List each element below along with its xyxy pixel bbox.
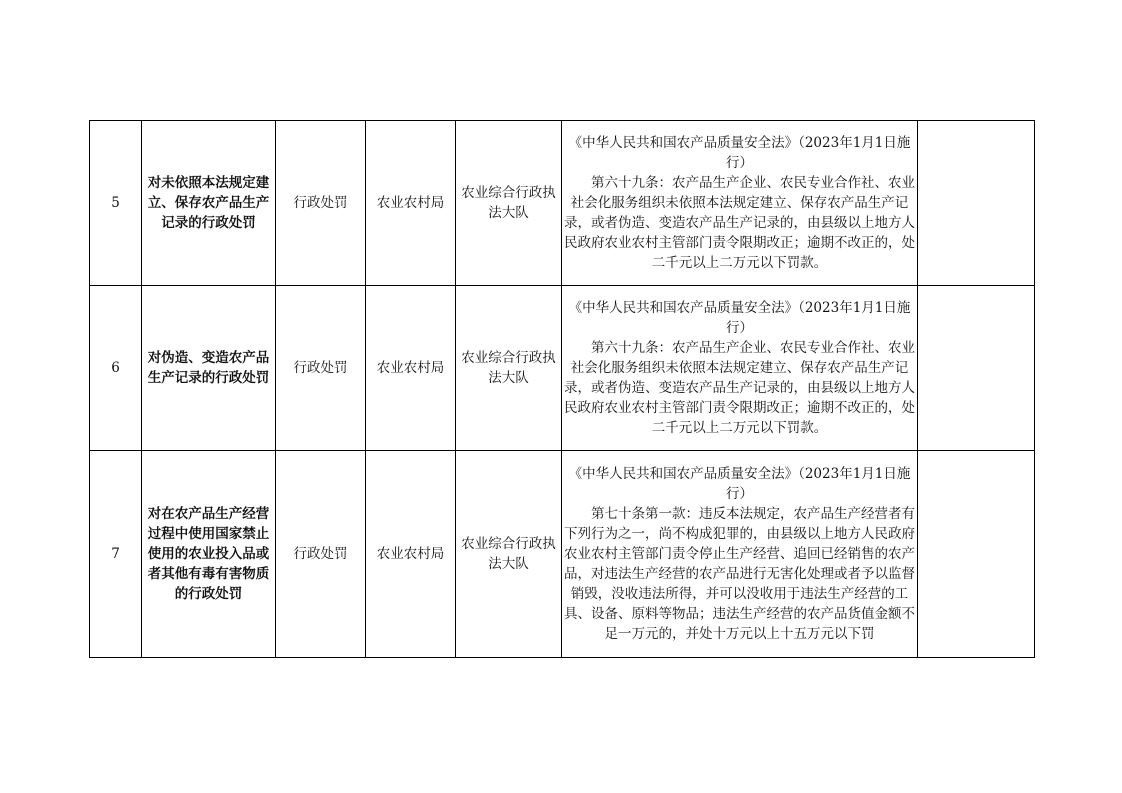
power-type: 行政处罚 [276, 451, 366, 658]
row-number: 6 [90, 286, 142, 451]
department: 农业农村局 [366, 286, 456, 451]
legal-basis [562, 121, 918, 286]
law-title: 《中华人民共和国农产品质量安全法》（2023年1月1日施行） [568, 466, 911, 502]
legal-basis [562, 451, 918, 658]
item-name: 对伪造、变造农产品生产记录的行政处罚 [142, 286, 276, 451]
law-clause: 第七十条第一款：违反本法规定，农产品生产经营者有下列行为之一，尚不构成犯罪的，由县级以上地方人民政府农业农村主管部门责令停止生产经营、追回已经销售的农产品，对违法生产经营的农产品进行无害化处理或者予以监督销毁，没收违法所得，并可以没收用于违法生产经营的工具、设备、原料等物品；违法生产经营的农产品货值金额不足一万元的，并处十万元以上十五万元以下罚 [564, 506, 915, 642]
item-name: 对未依照本法规定建立、保存农产品生产记录的行政处罚 [142, 121, 276, 286]
department: 农业农村局 [366, 451, 456, 658]
remark [918, 121, 1035, 286]
table-row [90, 286, 1035, 451]
table-row [90, 451, 1035, 658]
item-name: 对在农产品生产经营过程中使用国家禁止使用的农业投入品或者其他有毒有害物质的行政处罚 [142, 451, 276, 658]
penalty-table [89, 120, 1035, 658]
legal-basis [562, 286, 918, 451]
row-number: 5 [90, 121, 142, 286]
enforcement-unit: 农业综合行政执法大队 [456, 286, 562, 451]
row-number: 7 [90, 451, 142, 658]
power-type: 行政处罚 [276, 286, 366, 451]
power-type: 行政处罚 [276, 121, 366, 286]
enforcement-unit: 农业综合行政执法大队 [456, 451, 562, 658]
law-clause: 第六十九条：农产品生产企业、农民专业合作社、农业社会化服务组织未依照本法规定建立、保存农产品生产记录，或者伪造、变造农产品生产记录的，由县级以上地方人民政府农业农村主管部门责令限期改正；逾期不改正的，处二千元以上二万元以下罚款。 [564, 340, 915, 436]
law-title: 《中华人民共和国农产品质量安全法》（2023年1月1日施行） [568, 135, 911, 171]
law-clause: 第六十九条：农产品生产企业、农民专业合作社、农业社会化服务组织未依照本法规定建立、保存农产品生产记录，或者伪造、变造农产品生产记录的，由县级以上地方人民政府农业农村主管部门责令限期改正；逾期不改正的，处二千元以上二万元以下罚款。 [564, 175, 915, 271]
table-row [90, 121, 1035, 286]
department: 农业农村局 [366, 121, 456, 286]
remark [918, 451, 1035, 658]
law-title: 《中华人民共和国农产品质量安全法》（2023年1月1日施行） [568, 300, 911, 336]
enforcement-unit: 农业综合行政执法大队 [456, 121, 562, 286]
remark [918, 286, 1035, 451]
